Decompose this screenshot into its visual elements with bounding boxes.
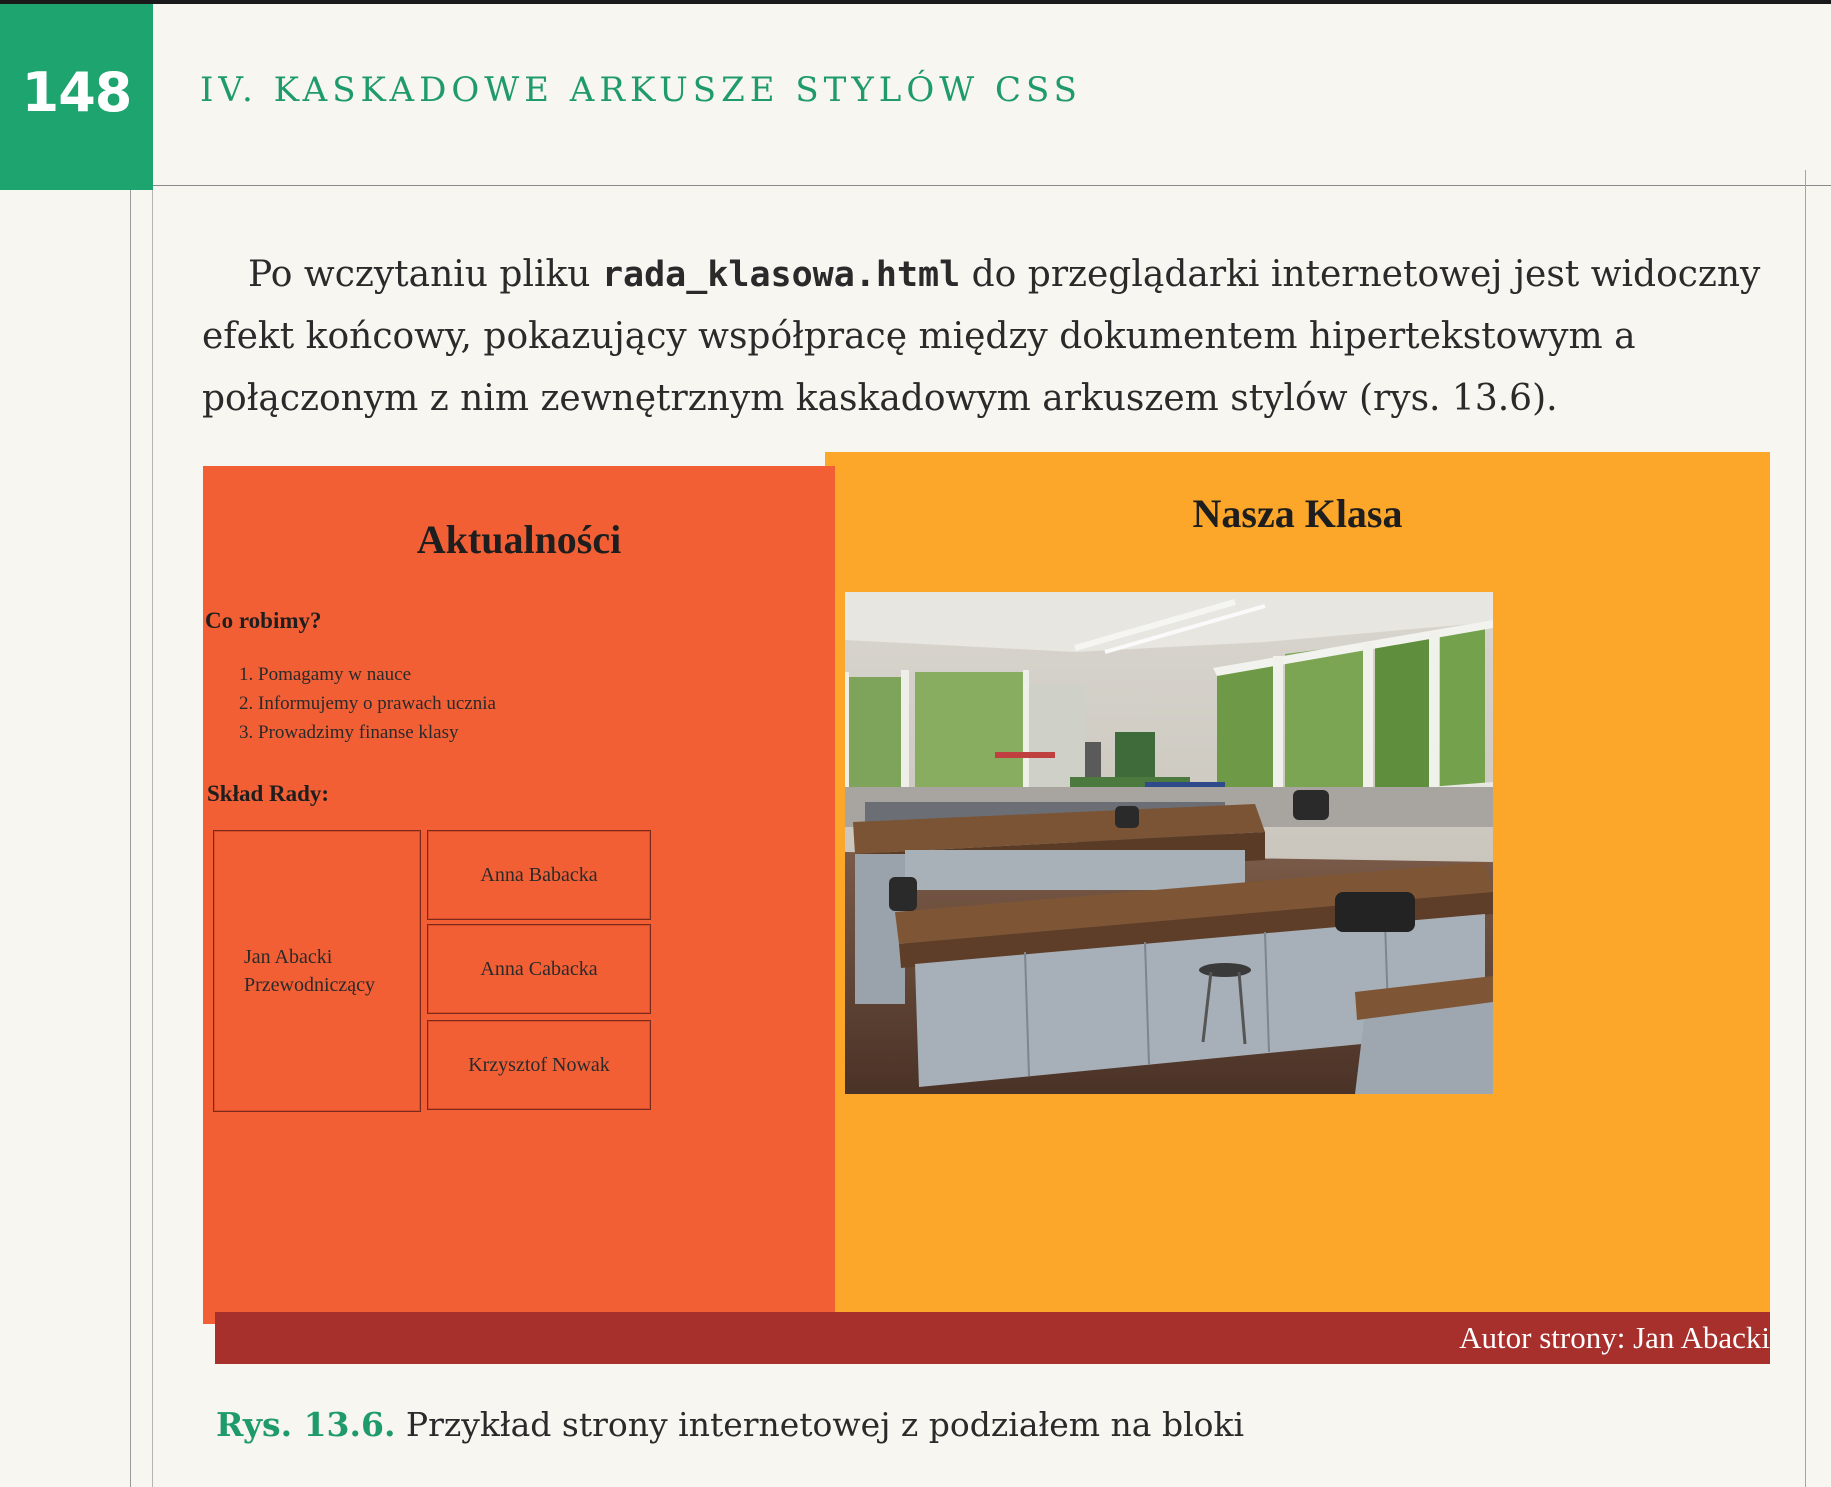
chair-cell [213, 830, 421, 1112]
left-column-block [203, 466, 835, 1324]
figure-screenshot [203, 452, 1770, 1364]
caption-text: Przykład strony internetowej z podziałem na bloki [395, 1405, 1245, 1444]
member-cell: Anna Babacka [427, 830, 651, 920]
class-heading: Nasza Klasa [1192, 491, 1403, 536]
header-rule [153, 185, 1831, 186]
chair-role: Przewodniczący [244, 974, 376, 996]
list-item: 3. Prowadzimy finanse klasy [239, 722, 459, 743]
right-column-block [825, 452, 1770, 1324]
classroom-photo-illustration [845, 592, 1493, 1094]
figure-caption [216, 1405, 1244, 1444]
top-strip [0, 0, 1831, 4]
member-cell: Anna Cabacka [427, 924, 651, 1014]
list-item: 1. Pomagamy w nauce [239, 664, 412, 685]
council-heading: Skład Rady: [207, 781, 330, 806]
classroom-photo [845, 592, 1493, 1094]
caption-label: Rys. 13.6. [216, 1405, 396, 1444]
page-number-box [0, 4, 153, 190]
intro-paragraph [202, 244, 1762, 430]
page-frame-line [152, 190, 153, 1487]
page-number: 148 [21, 60, 132, 124]
council-table [213, 830, 655, 1116]
footer-bar [215, 1312, 1770, 1364]
chair-name: Jan Abacki [244, 946, 333, 968]
news-heading: Aktualności [416, 517, 622, 562]
member-cell: Krzysztof Nowak [427, 1020, 651, 1110]
page-frame-line [1805, 170, 1806, 1487]
intro-text-before: Po wczytaniu pliku [248, 254, 602, 295]
list-item: 2. Informujemy o prawach ucznia [239, 693, 496, 714]
activities-heading: Co robimy? [205, 608, 322, 633]
page-frame-line [130, 190, 131, 1487]
intro-text-after: do przeglądarki internetowej jest widoczny efekt końcowy, pokazujący współpracę między dokumentem hipertekstowym a połączonym z nim zewnętrznym kaskadowym arkuszem stylów (rys. 13.6). [202, 254, 1761, 419]
activities-list [239, 660, 496, 747]
filename-code: rada_klasowa.html [601, 255, 961, 295]
chapter-title: IV. KASKADOWE ARKUSZE STYLÓW CSS [200, 70, 1082, 110]
footer-text: Autor strony: Jan Abacki [1459, 1320, 1770, 1355]
